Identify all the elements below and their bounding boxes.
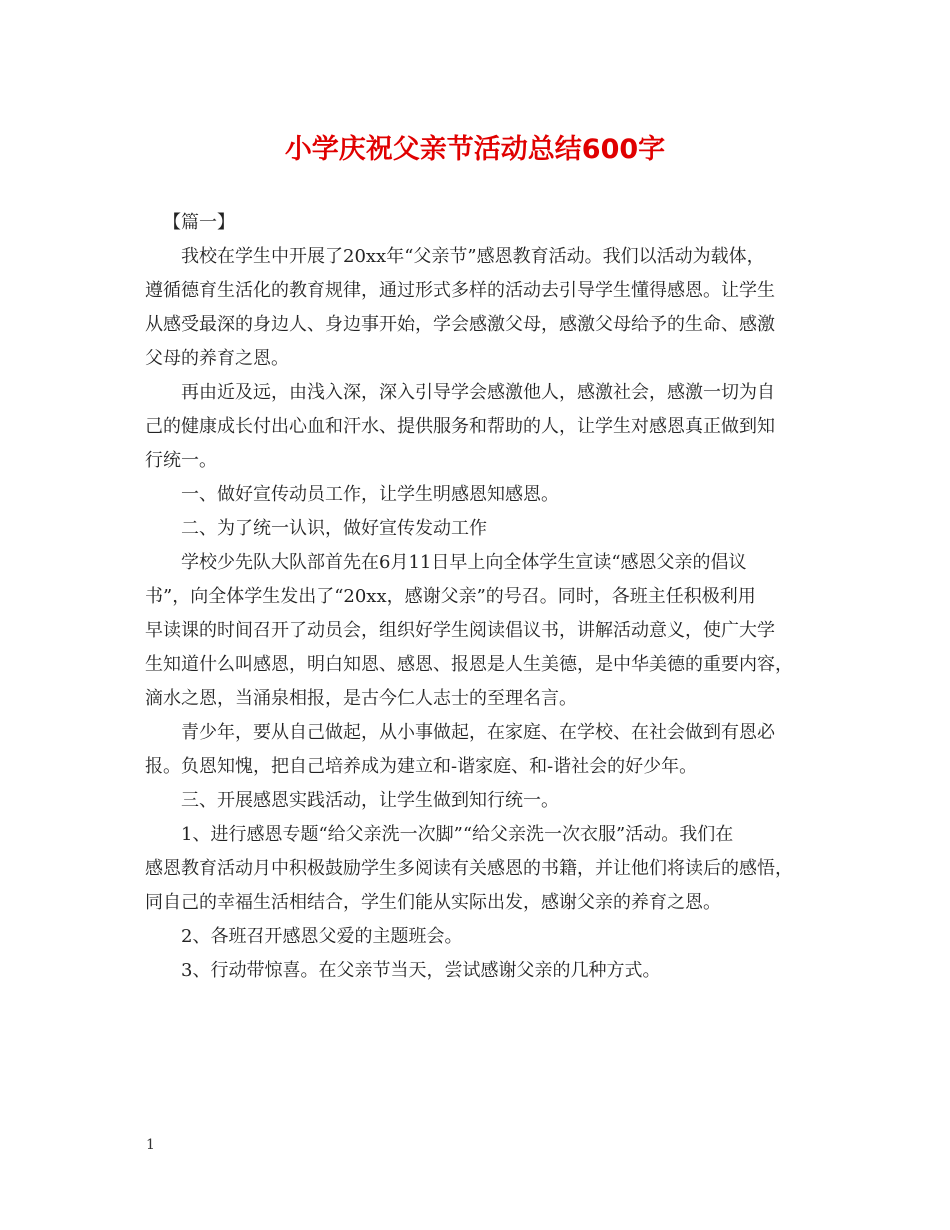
document-title: 小学庆祝父亲节活动总结600字 [284, 134, 666, 165]
document-body [145, 206, 808, 988]
paragraph-line: 滴水之恩，当涌泉相报，是古今仁人志士的至理名言。 [145, 688, 577, 709]
paragraph-line: 同自己的幸福生活相结合，学生们能从实际出发，感谢父亲的养育之恩。 [145, 892, 721, 913]
heading-line: 二、为了统一认识，做好宣传发动工作 [181, 518, 487, 539]
paragraph-line: 行统一。 [145, 450, 217, 471]
paragraph-line: 学校少先队大队部首先在6月11日早上向全体学生宣读“感恩父亲的倡议 [181, 552, 747, 573]
paragraph-line: 3、行动带惊喜。在父亲节当天，尝试感谢父亲的几种方式。 [181, 960, 661, 981]
paragraph-line: 1、进行感恩专题“给父亲洗一次脚”“给父亲洗一次衣服”活动。我们在 [181, 824, 734, 845]
heading-line: 一、做好宣传动员工作，让学生明感恩知感恩。 [181, 484, 559, 505]
paragraph-line: 我校在学生中开展了20xx年“父亲节”感恩教育活动。我们以活动为载体， [181, 246, 765, 267]
paragraph-line: 早读课的时间召开了动员会，组织好学生阅读倡议书，讲解活动意义，使广大学 [145, 620, 775, 641]
paragraph-line: 遵循德育生活化的教育规律，通过形式多样的活动去引导学生懂得感恩。让学生 [145, 280, 775, 301]
paragraph-line: 己的健康成长付出心血和汗水、提供服务和帮助的人，让学生对感恩真正做到知 [145, 416, 775, 437]
paragraph-line: 生知道什么叫感恩，明白知恩、感恩、报恩是人生美德，是中华美德的重要内容， [145, 654, 793, 675]
paragraph-line: 青少年，要从自己做起，从小事做起，在家庭、在学校、在社会做到有恩必 [181, 722, 775, 743]
page-number: 1 [146, 1137, 155, 1153]
paragraph-line: 再由近及远，由浅入深，深入引导学会感激他人，感激社会，感激一切为自 [181, 382, 775, 403]
paragraph-line: 2、各班召开感恩父爱的主题班会。 [181, 926, 463, 947]
paragraph-line: 报。负恩知愧，把自己培养成为建立和-谐家庭、和-谐社会的好少年。 [145, 756, 698, 777]
paragraph-line: 从感受最深的身边人、身边事开始，学会感激父母，感激父母给予的生命、感激 [145, 314, 775, 335]
section-label: 【篇一】 [163, 212, 235, 233]
paragraph-line: 感恩教育活动月中积极鼓励学生多阅读有关感恩的书籍，并让他们将读后的感悟， [145, 858, 793, 879]
paragraph-line: 书”，向全体学生发出了“20xx，感谢父亲”的号召。同时，各班主任积极利用 [145, 586, 756, 607]
paragraph-line: 父母的养育之恩。 [145, 348, 289, 369]
heading-line: 三、开展感恩实践活动，让学生做到知行统一。 [181, 790, 559, 811]
